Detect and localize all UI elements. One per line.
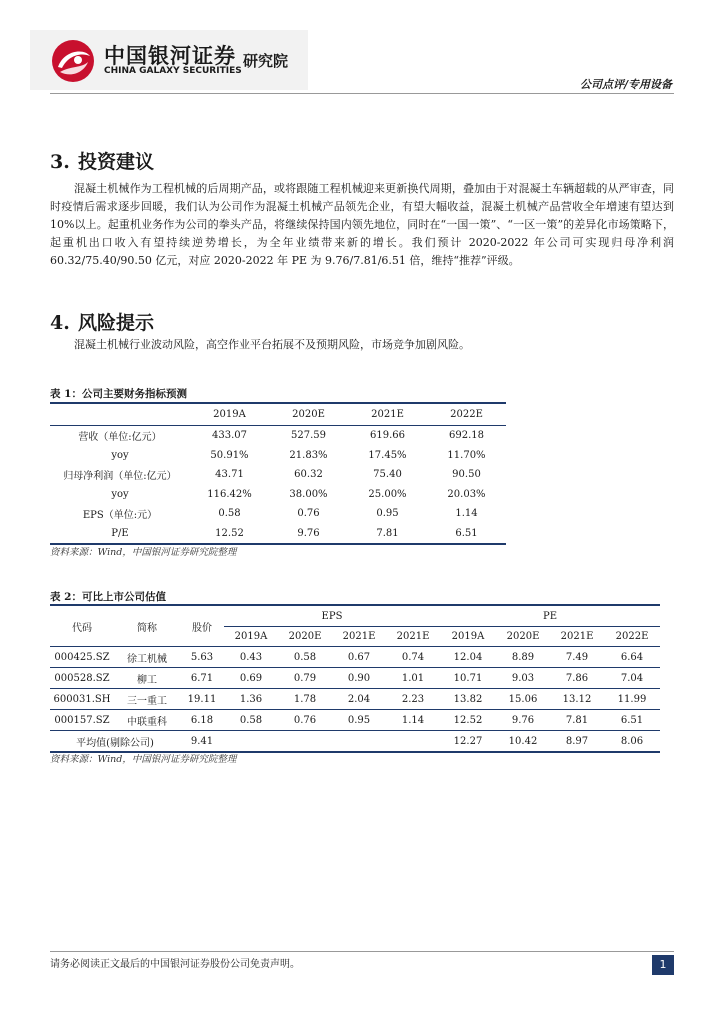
table-cell: 0.76	[278, 710, 332, 731]
logo-english-name: CHINA GALAXY SECURITIES	[104, 66, 242, 76]
table-cell: 9.76	[496, 710, 550, 731]
table-cell: 90.50	[452, 469, 481, 481]
table-cell: 0.69	[224, 668, 278, 689]
header-name: 简称	[114, 605, 180, 647]
table-header-row	[50, 403, 506, 426]
stock-code: 000425.SZ	[50, 647, 114, 668]
table-cell: 43.71	[215, 469, 244, 481]
table-row	[50, 647, 660, 668]
table-header-cell: 2020E	[269, 403, 348, 426]
table-cell: 433.07	[212, 430, 247, 442]
page-number: 1	[652, 955, 674, 975]
table-cell: 21.83%	[289, 449, 328, 461]
table-row	[50, 485, 506, 505]
table-cell: 1.78	[278, 689, 332, 710]
table-cell: 7.86	[550, 668, 604, 689]
table-cell: 0.90	[332, 668, 386, 689]
table-cell: 38.00%	[289, 488, 328, 500]
table-cell: 25.00%	[368, 488, 407, 500]
table-cell: 692.18	[449, 430, 484, 442]
header-price: 股价	[180, 605, 224, 647]
row-label: 营收（单位:亿元）	[78, 432, 162, 444]
stock-name: 中联重科	[114, 710, 180, 731]
footer-disclaimer: 请务必阅读正文最后的中国银河证券股份公司免责声明。	[50, 959, 300, 970]
header-year: 2020E	[496, 627, 550, 647]
table-cell: 0.79	[278, 668, 332, 689]
table-cell: 50.91%	[210, 449, 249, 461]
table-cell: 8.97	[565, 735, 589, 747]
table-cell: 0.58	[278, 647, 332, 668]
section-3-heading	[50, 147, 154, 174]
table-row	[50, 689, 660, 710]
table-cell: 10.42	[508, 735, 538, 747]
table-header-cell: 2021E	[348, 403, 427, 426]
table-cell: 9.03	[496, 668, 550, 689]
table-cell: 619.66	[370, 430, 405, 442]
table-cell: 20.03%	[447, 488, 486, 500]
table-cell: 6.51	[604, 710, 660, 731]
average-label: 平均值(剔除公司)	[76, 737, 154, 749]
row-label: yoy	[111, 488, 129, 500]
table-cell: 75.40	[373, 469, 402, 481]
header-code: 代码	[50, 605, 114, 647]
table-cell: 13.82	[440, 689, 496, 710]
table-cell: 12.27	[453, 735, 483, 747]
stock-price: 6.71	[180, 668, 224, 689]
table-cell: 0.43	[224, 647, 278, 668]
table-cell: 6.64	[604, 647, 660, 668]
header-year: 2020E	[278, 627, 332, 647]
comparable-valuation-table	[50, 604, 660, 753]
logo-institute: 研究院	[243, 52, 289, 70]
table-1-caption: 表 1：公司主要财务指标预测	[50, 388, 187, 400]
table-cell: 0.95	[332, 710, 386, 731]
table-2-caption: 表 2：可比上市公司估值	[50, 591, 166, 603]
table-cell: 8.89	[496, 647, 550, 668]
section-4-title: 风险提示	[78, 312, 155, 334]
header-eps-group: EPS	[224, 605, 440, 627]
table-cell: 0.76	[297, 508, 320, 520]
table-cell: 11.99	[604, 689, 660, 710]
section-4-number: 4.	[50, 312, 70, 334]
table-2-source: 资料来源：Wind，中国银河证券研究院整理	[50, 754, 237, 765]
investment-advice-paragraph: 混凝土机械作为工程机械的后周期产品，或将跟随工程机械迎来更新换代周期，叠加由于对混凝土车辆超载的从严审查，同时疫情后需求逐步回暖，我们认为公司作为混凝土机械产品领先企业，有望大幅收益，混凝土机械产品营收全年增速有望达到 10%以上。起重机业务作为公司的拳头产品，将继续保持国内领先地位，同时在“一国一策”、“一区一策”的差异化市场策略下，起重机出口收入有望持续逆势增长，为全年业绩带来新的增长。我们预计 2020-2022 年公司可实现归母净利润 60.32/75.40/90.50 亿元，对应 2020-2022 年 PE 为 9.76/7.81/6.51 倍，维持“推荐”评级。	[50, 182, 674, 267]
table-cell: 527.59	[291, 430, 326, 442]
table-cell: 11.70%	[447, 449, 486, 461]
table-cell: 1.01	[386, 668, 440, 689]
table-cell: 7.04	[604, 668, 660, 689]
table-cell: 1.36	[224, 689, 278, 710]
section-3-number: 3.	[50, 151, 70, 173]
table-header-cell: 2019A	[190, 403, 269, 426]
table-cell: 15.06	[496, 689, 550, 710]
footer-divider	[50, 951, 674, 952]
stock-price: 19.11	[180, 689, 224, 710]
table-cell	[278, 731, 332, 753]
table-cell: 7.81	[376, 527, 399, 539]
table-cell: 12.04	[440, 647, 496, 668]
header-year: 2021E	[550, 627, 604, 647]
table-row	[50, 446, 506, 466]
table-cell: 0.95	[376, 508, 399, 520]
stock-code: 000528.SZ	[50, 668, 114, 689]
table-cell: 1.14	[386, 710, 440, 731]
table-row	[50, 710, 660, 731]
page-header	[0, 0, 724, 100]
stock-name: 徐工机械	[114, 647, 180, 668]
header-year: 2019A	[440, 627, 496, 647]
header-divider	[50, 93, 674, 94]
stock-name: 三一重工	[114, 689, 180, 710]
table-cell: 0.67	[332, 647, 386, 668]
row-label: 归母净利润（单位:亿元）	[63, 471, 177, 483]
table-cell: 60.32	[294, 469, 323, 481]
table-cell: 9.76	[297, 527, 320, 539]
header-year: 2021E	[332, 627, 386, 647]
section-3-title: 投资建议	[78, 151, 155, 173]
table-row	[50, 465, 506, 485]
table-cell: 12.52	[215, 527, 244, 539]
report-category: 公司点评/专用设备	[579, 78, 672, 91]
table-cell: 1.14	[455, 508, 478, 520]
table-cell: 0.58	[218, 508, 241, 520]
logo-chinese-name: 中国银河证券	[104, 44, 236, 68]
table-cell: 7.49	[550, 647, 604, 668]
stock-price: 5.63	[180, 647, 224, 668]
table-header-cell	[50, 403, 190, 426]
table-cell: 17.45%	[368, 449, 407, 461]
table-cell: 13.12	[550, 689, 604, 710]
header-year: 2021E	[386, 627, 440, 647]
header-year: 2019A	[224, 627, 278, 647]
table-cell: 0.74	[386, 647, 440, 668]
table-cell: 12.52	[440, 710, 496, 731]
table-cell: 6.51	[455, 527, 478, 539]
risk-paragraph: 混凝土机械行业波动风险，高空作业平台拓展不及预期风险，市场竞争加剧风险。	[74, 338, 470, 351]
header-pe-group: PE	[440, 605, 660, 627]
stock-code: 000157.SZ	[50, 710, 114, 731]
table-cell: 10.71	[440, 668, 496, 689]
table-cell: 0.58	[224, 710, 278, 731]
table-row	[50, 668, 660, 689]
average-row	[50, 731, 660, 753]
stock-name: 柳工	[114, 668, 180, 689]
table-row	[50, 504, 506, 524]
table-cell: 116.42%	[207, 488, 252, 500]
table-cell: 2.23	[386, 689, 440, 710]
row-label: P/E	[111, 527, 129, 539]
section-4-heading	[50, 308, 154, 335]
table-row	[50, 426, 506, 446]
average-price: 9.41	[190, 735, 214, 747]
table-cell: 2.04	[332, 689, 386, 710]
table-cell	[224, 731, 278, 753]
financial-forecast-table	[50, 402, 506, 545]
header-year: 2022E	[604, 627, 660, 647]
galaxy-logo-icon	[50, 38, 96, 84]
table-cell: 7.81	[550, 710, 604, 731]
table-cell	[386, 731, 440, 753]
table-cell	[332, 731, 386, 753]
stock-price: 6.18	[180, 710, 224, 731]
row-label: EPS（单位:元）	[82, 510, 158, 522]
stock-code: 600031.SH	[50, 689, 114, 710]
table-header-cell: 2022E	[427, 403, 506, 426]
table-row	[50, 524, 506, 545]
row-label: yoy	[111, 449, 129, 461]
table-header-row	[50, 605, 660, 627]
table-cell: 8.06	[620, 735, 644, 747]
table-1-source: 资料来源：Wind，中国银河证券研究院整理	[50, 547, 237, 558]
